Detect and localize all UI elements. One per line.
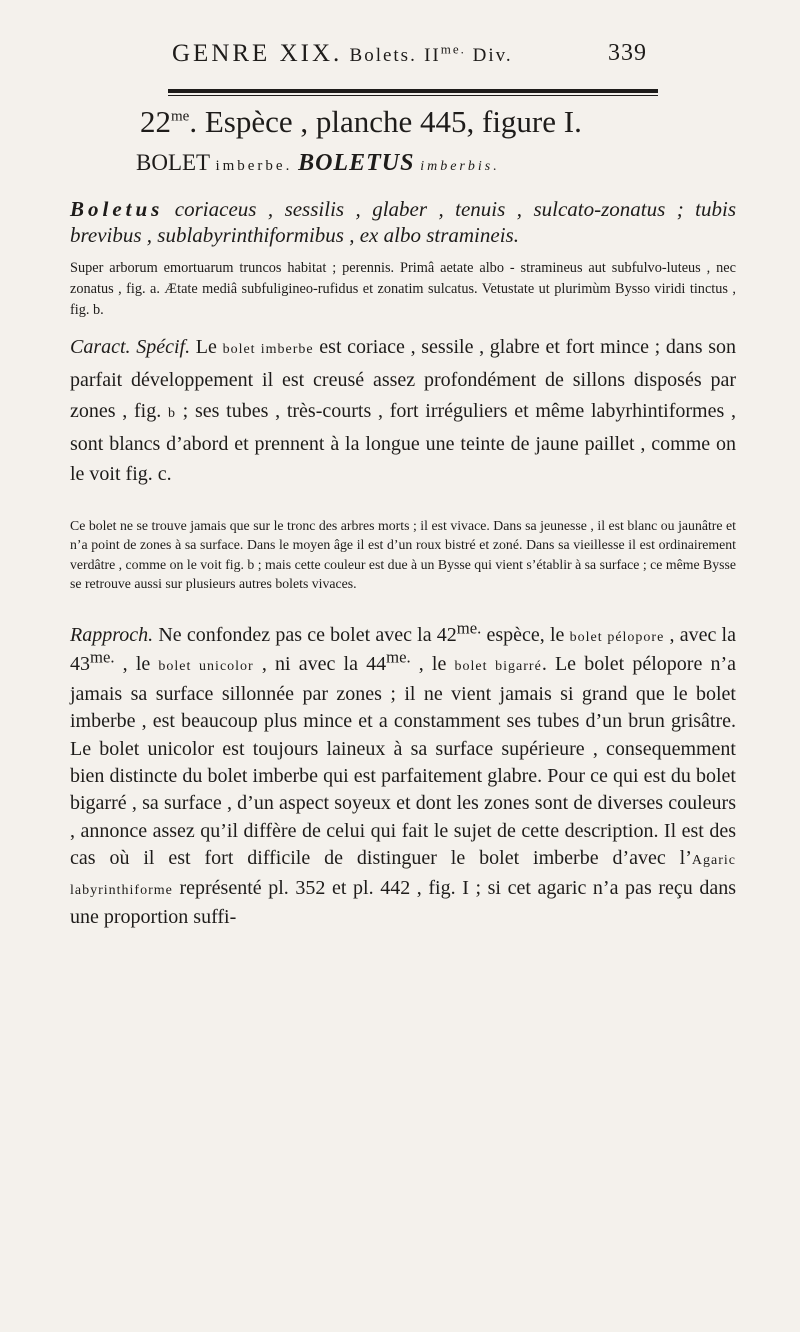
latin-habitat-note: Super arborum emortuarum truncos habitat ; perennis. Primâ aetate albo - stramineus aut subfulvo-luteus , nec zonatus , fig. a. Ætate mediâ subfuligineo-rufidus et zonatim sulcatus. Vetustate ut plurimùm Bysso viridi tinctus , fig. b. bbox=[70, 260, 736, 318]
page-number: 339 bbox=[608, 40, 647, 66]
running-header bbox=[172, 40, 652, 80]
comparison-paragraph: Rapproch. Ne confondez pas ce bolet avec la $42^{me.}$ espèce, le bolet pélopore , avec la $43^{me.}$ , le bolet unicolor , ni avec la $44^{me.}$ , le bolet bigarré. Le bolet pélopore n’a jamais sa surface sillonnée par zones ; il ne vient jamais si grand que le bolet imberbe , est beaucoup plus mince et a constamment ses tubes d’un brun grisâtre. Le bolet unicolor est toujours laineux à sa surface supérieure , consequemment bien distincte du bolet imberbe qui est parfaitement glabre. Pour ce qui est du bolet bigarré , sa surface , d’un aspect soyeux et dont les zones sont de diverses couleurs , annonce assez qu’il diffère de celui qui fait le sujet de cette description. Il est des cas où il est fort difficile de distinguer le bolet imberbe d’avec l’Agaric labyrinthiforme représenté pl. 352 et pl. 442 , fig. I ; si cet agaric n’a pas reçu dans une proportion suffi- bbox=[70, 618, 737, 929]
header-genre: GENRE XIX. bbox=[172, 40, 343, 67]
header-rule bbox=[168, 89, 658, 93]
header-division: $II^{me.}$ Div. bbox=[424, 41, 513, 66]
header-section: Bolets. bbox=[349, 45, 417, 66]
habitat-note: Ce bolet ne se trouve jamais que sur le tronc des arbres morts ; il est vivace. Dans sa jeunesse , il est blanc ou jaunâtre et n’a point de zones à sa surface. Dans le moyen âge il est d’un roux bistré et zoné. Dans sa vieillesse il est ordinairement verdâtre , comme on le voit fig. b ; mais cette couleur est due à un Bysse qui vient s’établir à sa surface ; ce même Bysse se retrouve aussi sur plusieurs autres bolets vivaces. bbox=[70, 518, 736, 592]
french-name: BOLET bbox=[136, 150, 210, 175]
header-rule-thin bbox=[168, 95, 658, 96]
latin-name: BOLETUS bbox=[298, 150, 415, 176]
specific-characters-paragraph: Caract. Spécif. Le bolet imberbe est coriace , sessile , glabre et fort mince ; dans son parfait développement il est creusé assez profondément de sillons disposés par zones , fig. b ; ses tubes , très-courts , fort irréguliers et même labyrhintiformes , sont blancs d’abord et prennent à la longue une teinte de jaune paillet , comme on le voit fig. c. bbox=[70, 336, 737, 486]
latin-diagnosis: Boletus coriaceus , sessilis , glaber , tenuis , sulcato-zonatus ; tubis brevibus , sublabyrinthiformibus , ex albo stramineis. bbox=[70, 197, 736, 247]
species-name: BOLET imberbe. BOLETUS imberbis. bbox=[136, 150, 500, 176]
species-title: $22^{me}$. Espèce , planche 445, figure I. bbox=[140, 104, 582, 139]
